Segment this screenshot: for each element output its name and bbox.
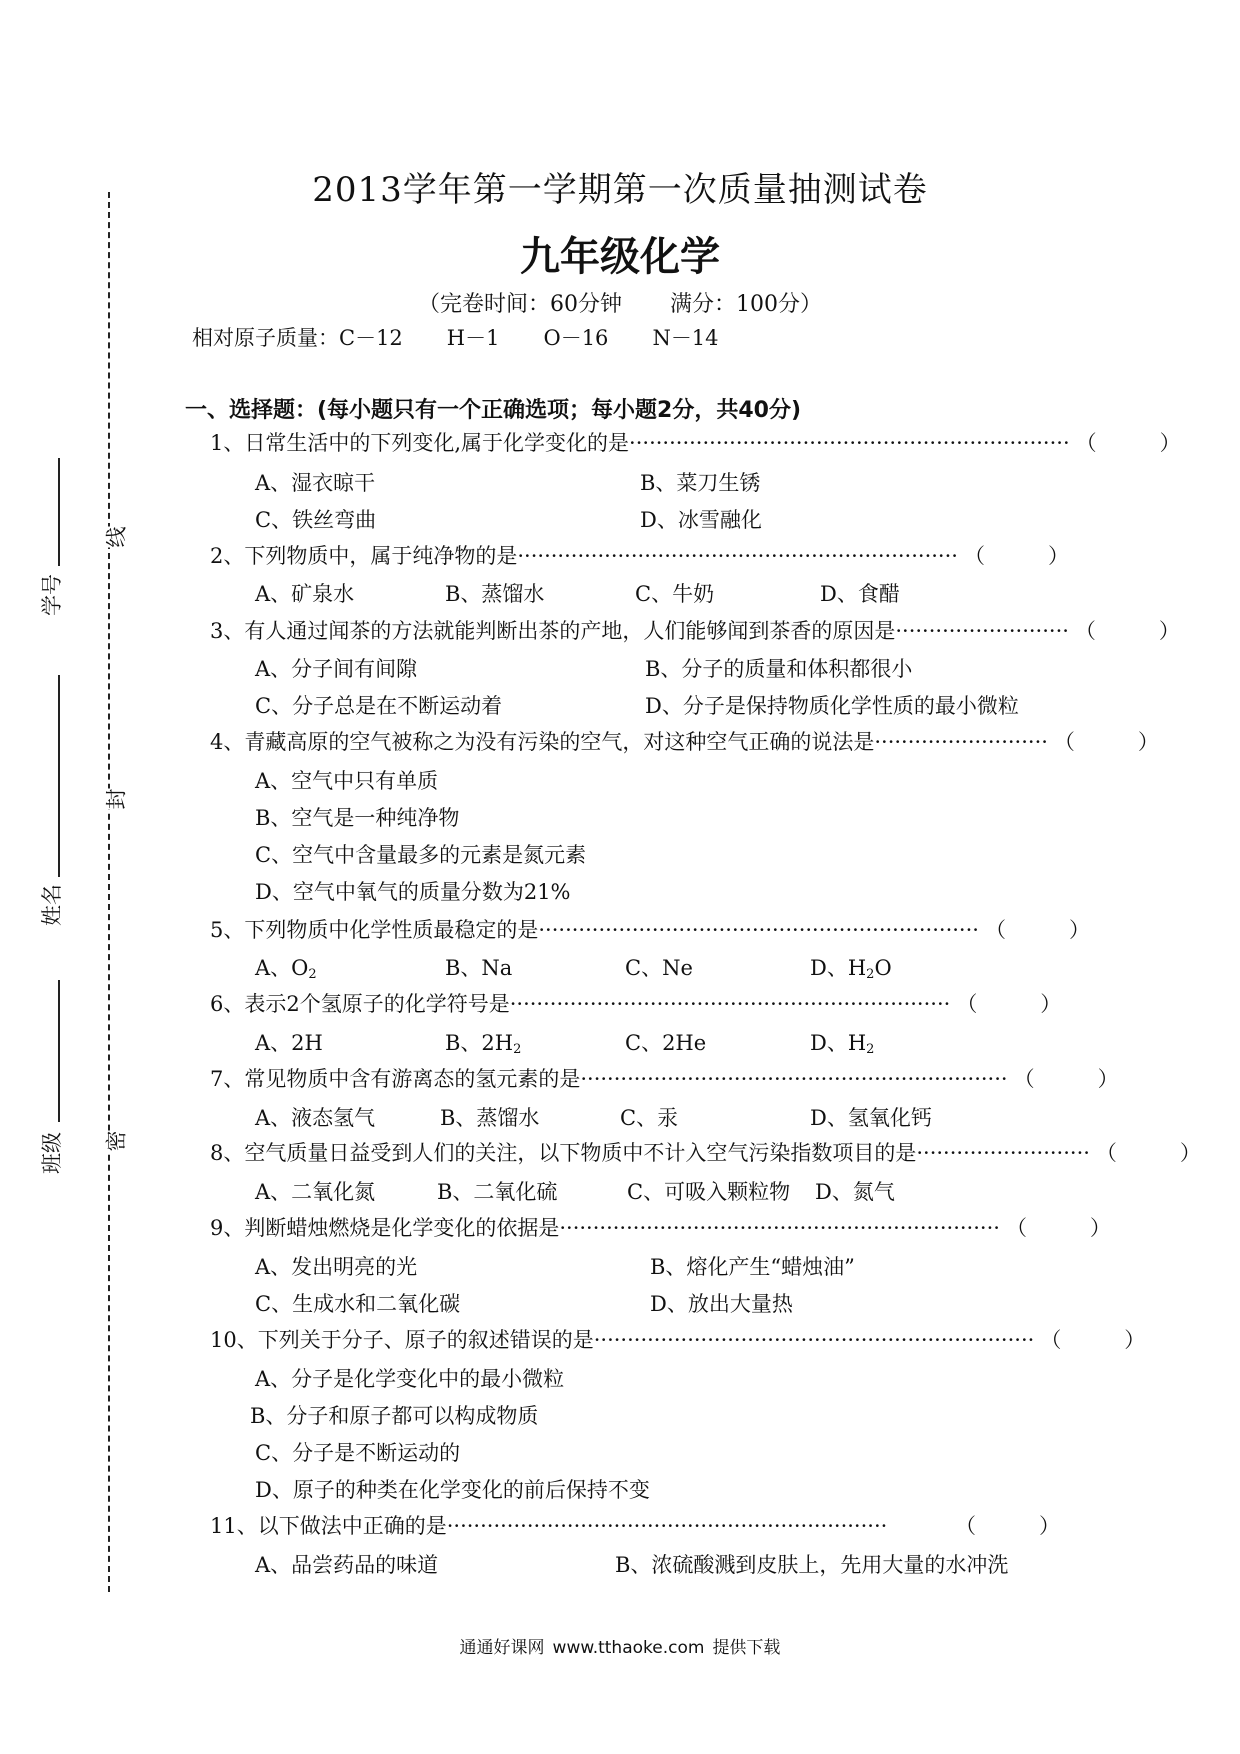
footer-note: 提供下载 <box>712 1638 781 1658</box>
binding-dashed-line <box>108 192 110 1592</box>
option: D、放出大量热 <box>650 1292 793 1316</box>
exam-title: 2013学年第一学期第一次质量抽测试卷 <box>312 170 928 210</box>
option: C、铁丝弯曲 <box>255 508 377 532</box>
atomic-mass-o: O－16 <box>543 326 609 350</box>
atomic-mass-label: 相对原子质量： <box>192 326 339 350</box>
question-stem: 9、判断蜡烛燃烧是化学变化的依据是 ·································································· （ ） <box>210 1213 1060 1243</box>
option: C、分子总是在不断运动着 <box>255 694 503 718</box>
option: D、冰雪融化 <box>640 508 762 532</box>
option: B、浓硫酸溅到皮肤上，先用大量的水冲洗 <box>615 1553 1009 1577</box>
footer-url[interactable]: www.tthaoke.com <box>552 1638 705 1658</box>
option: B、分子和原子都可以构成物质 <box>250 1404 539 1428</box>
answer-paren: （ ） <box>984 918 1090 942</box>
option: C、生成水和二氧化碳 <box>255 1292 461 1316</box>
option: C、可吸入颗粒物 <box>627 1180 791 1204</box>
question-stem: 1、日常生活中的下列变化,属于化学变化的是 ·································································· （ ） <box>210 428 1060 458</box>
option: A、$O_2$ <box>255 956 317 982</box>
option: C、牛奶 <box>635 582 715 606</box>
seal-char-xian: 线 <box>99 527 133 548</box>
name-label: 姓名 <box>40 884 64 926</box>
option: B、熔化产生“蜡烛油” <box>650 1255 855 1279</box>
student-id-label: 学号 <box>40 574 64 616</box>
question-stem: 3、有人通过闻茶的方法就能判断出茶的产地，人们能够闻到茶香的原因是 ·························· （ ） <box>210 616 1060 646</box>
option: A、空气中只有单质 <box>255 769 439 793</box>
answer-paren: （ ） <box>1074 619 1180 643</box>
page-footer <box>0 1633 1240 1658</box>
option: A、湿衣晾干 <box>255 471 376 495</box>
question-stem: 5、下列物质中化学性质最稳定的是 ·································································· （ ） <box>210 915 1060 945</box>
answer-paren: （ ） <box>956 992 1062 1016</box>
option: A、分子间有间隙 <box>255 657 418 681</box>
option: A、品尝药品的味道 <box>255 1553 439 1577</box>
answer-paren: （ ） <box>963 544 1069 568</box>
question-stem: 8、空气质量日益受到人们的关注，以下物质中不计入空气污染指数项目的是 ·························· （ ） <box>210 1138 1060 1168</box>
option: D、分子是保持物质化学性质的最小微粒 <box>645 694 1019 718</box>
option: B、分子的质量和体积都很小 <box>645 657 913 681</box>
question-stem: 2、下列物质中，属于纯净物的是 ·································································· （ ） <box>210 541 1060 571</box>
answer-paren: （ ） <box>1040 1328 1146 1352</box>
option: C、2He <box>625 1031 707 1055</box>
atomic-mass-line <box>192 322 719 352</box>
option: B、Na <box>445 956 513 980</box>
option: B、二氧化硫 <box>437 1180 558 1204</box>
option: C、分子是不断运动的 <box>255 1441 461 1465</box>
option: A、二氧化氮 <box>255 1180 376 1204</box>
option: A、2H <box>255 1031 323 1055</box>
exam-subject: 九年级化学 <box>520 234 720 280</box>
answer-paren: （ ） <box>1013 1067 1119 1091</box>
question-stem: 11、以下做法中正确的是 ·································································· （ ） <box>210 1511 1060 1541</box>
question-stem: 10、下列关于分子、原子的叙述错误的是 ·································································· （ ） <box>210 1325 1060 1355</box>
option: A、发出明亮的光 <box>255 1255 418 1279</box>
atomic-mass-n: N－14 <box>652 326 719 350</box>
name-line <box>58 675 60 877</box>
option: D、空气中氧气的质量分数为21% <box>255 880 571 904</box>
option: C、Ne <box>625 956 693 980</box>
student-id-line <box>58 458 60 566</box>
answer-paren: （ ） <box>1095 1141 1201 1165</box>
option: B、菜刀生锈 <box>640 471 761 495</box>
atomic-mass-h: H－1 <box>446 326 500 350</box>
exam-time-info <box>0 287 1240 318</box>
seal-char-mi: 密 <box>99 1131 133 1152</box>
question-stem: 4、青藏高原的空气被称之为没有污染的空气，对这种空气正确的说法是 ·························· （ ） <box>210 727 1060 757</box>
question-stem: 6、表示2个氢原子的化学符号是 ·································································· （ ） <box>210 989 1060 1019</box>
option: C、空气中含量最多的元素是氮元素 <box>255 843 587 867</box>
section-heading: 一、选择题：(每小题只有一个正确选项；每小题2分，共40分) <box>185 398 802 423</box>
option: D、$H_2$ <box>810 1031 875 1057</box>
option: B、$2H_2$ <box>445 1031 522 1057</box>
option: D、氮气 <box>815 1180 895 1204</box>
option: B、蒸馏水 <box>440 1106 540 1130</box>
option: C、汞 <box>620 1106 679 1130</box>
option: D、氢氧化钙 <box>810 1106 932 1130</box>
class-label: 班级 <box>40 1132 64 1174</box>
atomic-mass-c: C－12 <box>339 326 403 350</box>
option: D、食醋 <box>820 582 900 606</box>
option: A、液态氢气 <box>255 1106 376 1130</box>
seal-char-feng: 封 <box>99 789 133 810</box>
class-line <box>58 980 60 1122</box>
exam-duration: （完卷时间：60分钟 <box>418 292 622 317</box>
answer-paren: （ ） <box>1075 431 1181 455</box>
question-stem: 7、常见物质中含有游离态的氢元素的是 ································································ （ ） <box>210 1064 1060 1094</box>
answer-paren: （ ） <box>1053 730 1159 754</box>
option: A、矿泉水 <box>255 582 355 606</box>
option: A、分子是化学变化中的最小微粒 <box>255 1367 565 1391</box>
footer-site: 通通好课网 <box>459 1638 545 1658</box>
option: B、空气是一种纯净物 <box>255 806 460 830</box>
answer-paren: （ ） <box>955 1514 1060 1538</box>
option: D、原子的种类在化学变化的前后保持不变 <box>255 1478 650 1502</box>
option: B、蒸馏水 <box>445 582 545 606</box>
answer-paren: （ ） <box>1005 1216 1111 1240</box>
exam-full-score: 满分：100分） <box>670 292 822 317</box>
option: D、$H_2O$ <box>810 956 892 982</box>
